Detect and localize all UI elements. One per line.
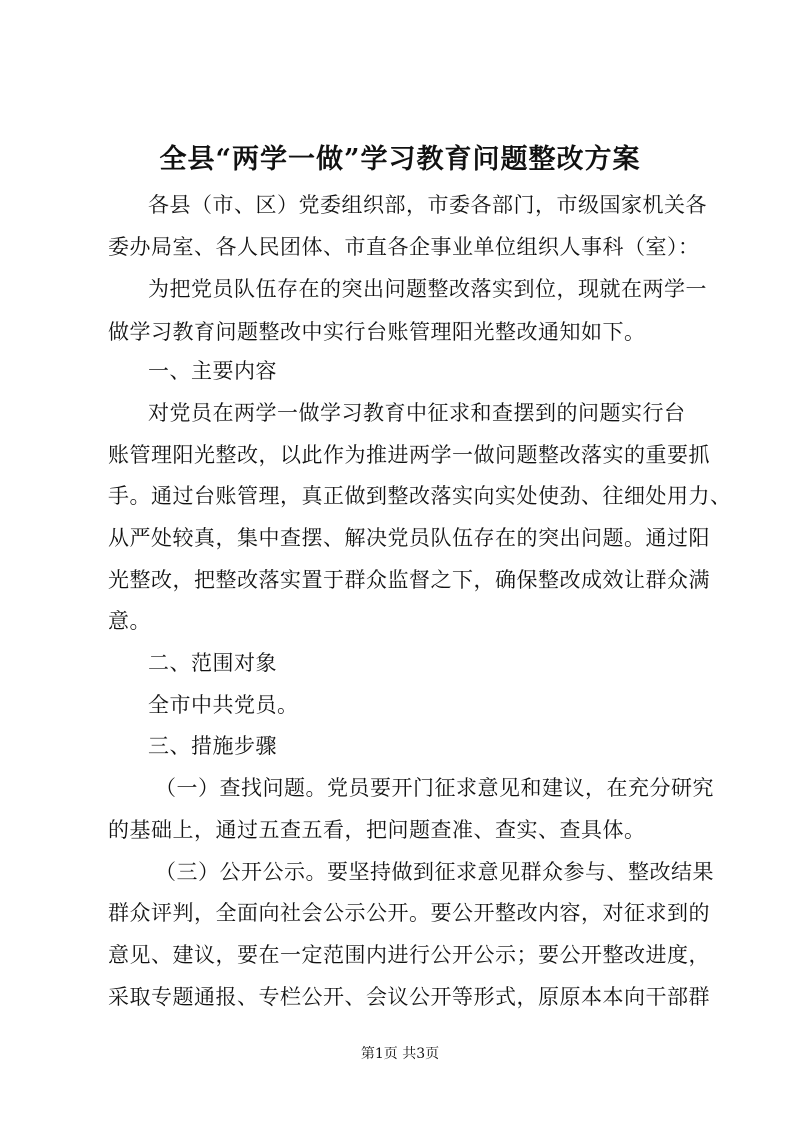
- paragraph-line: 光整改，把整改落实置于群众监督之下，确保整改成效让群众满: [108, 568, 710, 592]
- paragraph-line: 账管理阳光整改，以此作为推进两学一做问题整改落实的重要抓: [108, 443, 710, 467]
- paragraph-line: 意见、建议，要在一定范围内进行公开公示；要公开整改进度，: [108, 943, 710, 967]
- paragraph-line: 全市中共党员。: [148, 693, 299, 717]
- paragraph-line: 从严处较真，集中查摆、解决党员队伍存在的突出问题。通过阳: [108, 526, 710, 550]
- paragraph-line: 对党员在两学一做学习教育中征求和查摆到的问题实行台: [148, 401, 686, 425]
- paragraph-line: 的基础上，通过五查五看，把问题查准、查实、查具体。: [108, 818, 646, 842]
- section-heading-1: 一、主要内容: [148, 359, 277, 383]
- paragraph-line: 采取专题通报、专栏公开、会议公开等形式，原原本本向干部群: [108, 985, 710, 1009]
- section-heading-3: 三、措施步骤: [148, 734, 277, 758]
- paragraph-line: （一）查找问题。党员要开门征求意见和建议，在充分研究: [155, 776, 714, 800]
- paragraph-line: 意。: [108, 609, 151, 633]
- addressee-line-2: 委办局室、各人民团体、市直各企事业单位组织人事科（室）：: [108, 235, 700, 259]
- intro-line-1: 为把党员队伍存在的突出问题整改落实到位，现就在两学一: [148, 277, 707, 301]
- paragraph-line: 群众评判，全面向社会公示公开。要公开整改内容，对征求到的: [108, 901, 710, 925]
- addressee-line-1: 各县（市、区）党委组织部，市委各部门，市级国家机关各: [148, 193, 707, 217]
- paragraph-line: （三）公开公示。要坚持做到征求意见群众参与、整改结果: [155, 860, 714, 884]
- page-number: 第1页 共3页: [360, 1046, 440, 1062]
- section-heading-2: 二、范围对象: [148, 651, 277, 675]
- intro-line-2: 做学习教育问题整改中实行台账管理阳光整改通知如下。: [108, 320, 646, 344]
- document-title: 全县“两学一做”学习教育问题整改方案: [159, 144, 641, 175]
- paragraph-line: 手。通过台账管理，真正做到整改落实向实处使劲、往细处用力、: [108, 484, 732, 508]
